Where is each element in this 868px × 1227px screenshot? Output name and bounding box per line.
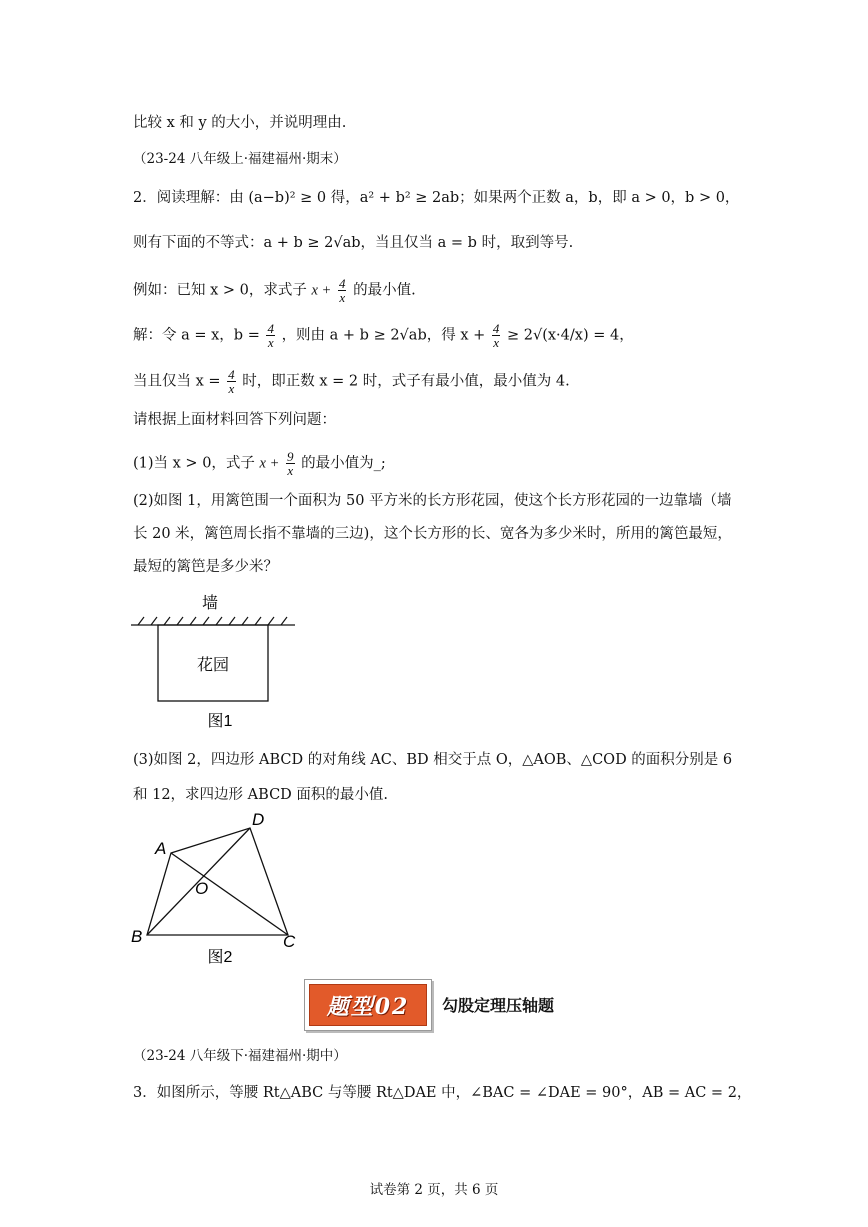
expr-lead: x + [311, 282, 332, 299]
question-2-equality [133, 368, 570, 395]
part-1-text: (1)当 x > 0，式子 [133, 455, 255, 472]
wall-label: 墙 [201, 595, 219, 612]
fraction: $\frac{4}{x}$ [228, 367, 235, 396]
equality-text: 当且仅当 x = [133, 373, 221, 390]
part-2-line-2: 长 20 米，篱笆周长指不靠墙的三边)，这个长方形的长、宽各为多少米时，所用的篱笆最短， [133, 526, 732, 542]
section-title: 勾股定理压轴题 [442, 996, 555, 1015]
instruction: 请根据上面材料回答下列问题： [133, 412, 336, 428]
question-2-example [133, 277, 416, 304]
part-3-line-2: 和 12，求四边形 ABCD 面积的最小值. [133, 787, 389, 803]
example-text-end: 的最小值. [353, 282, 416, 299]
source-note: （23-24 八年级上·福建福州·期末） [133, 151, 347, 167]
quadrilateral-abcd [147, 828, 288, 935]
part-2-line-3: 最短的篱笆是多少米？ [133, 559, 278, 575]
section-badge [304, 979, 432, 1031]
example-text: 例如：已知 x > 0，求式子 [133, 282, 307, 299]
garden-label: 花园 [196, 657, 230, 674]
solution-text: ≥ 2√(x·4/x) = 4， [507, 327, 634, 344]
question-2-inequality: 则有下面的不等式：a + b ≥ 2√ab，当且仅当 a = b 时，取到等号. [133, 235, 574, 251]
source-note: （23-24 八年级下·福建福州·期中） [133, 1048, 347, 1064]
page-footer: 试卷第 2 页，共 6 页 [369, 1182, 499, 1198]
part-1-text-end: 的最小值为_; [301, 455, 386, 472]
fraction: $\frac{4}{x}$ [267, 321, 274, 350]
badge-text: 题型02 [326, 993, 410, 1020]
question-3: 3．如图所示，等腰 Rt△ABC 与等腰 Rt△DAE 中，∠BAC = ∠DAE = 90°，AB = AC = 2， [133, 1085, 752, 1101]
fraction: $\frac{4}{x}$ [338, 276, 346, 305]
solution-text: ，则由 a + b ≥ 2√ab，得 x + [281, 327, 486, 344]
point-o: O [195, 879, 209, 898]
question-2-intro: 2．阅读理解：由 (a−b)² ≥ 0 得，a² + b² ≥ 2ab；如果两个正数 a，b，即 a > 0，b > 0， [133, 190, 740, 206]
fraction: $\frac{9}{x}$ [287, 449, 294, 478]
part-3-line-1: (3)如图 2，四边形 ABCD 的对角线 AC、BD 相交于点 O，△AOB、△COD 的面积分别是 6 [133, 752, 733, 768]
figure-2-caption: 图2 [207, 949, 233, 966]
part-1 [133, 450, 386, 477]
question-2-solution [133, 322, 634, 349]
text-line-compare: 比较 x 和 y 的大小，并说明理由. [133, 115, 347, 131]
figure-2 [128, 808, 313, 968]
badge-inner [309, 984, 427, 1026]
diagonal-ac [171, 853, 288, 935]
vertex-d: D [252, 810, 265, 829]
part-2-line-1: (2)如图 1，用篱笆围一个面积为 50 平方米的长方形花园，使这个长方形花园的一边靠墙（墙 [133, 493, 732, 509]
equality-text: 时，即正数 x = 2 时，式子有最小值，最小值为 4. [242, 373, 570, 390]
vertex-a: A [155, 839, 167, 858]
expr-lead: x + [259, 455, 280, 472]
solution-text: 解：令 a = x，b = [133, 327, 260, 344]
fraction: $\frac{4}{x}$ [492, 321, 500, 350]
figure-1-caption: 图1 [207, 713, 233, 730]
figure-1 [128, 588, 303, 733]
vertex-b: B [131, 927, 143, 946]
wall-hatching [138, 617, 287, 625]
vertex-c: C [283, 932, 296, 951]
